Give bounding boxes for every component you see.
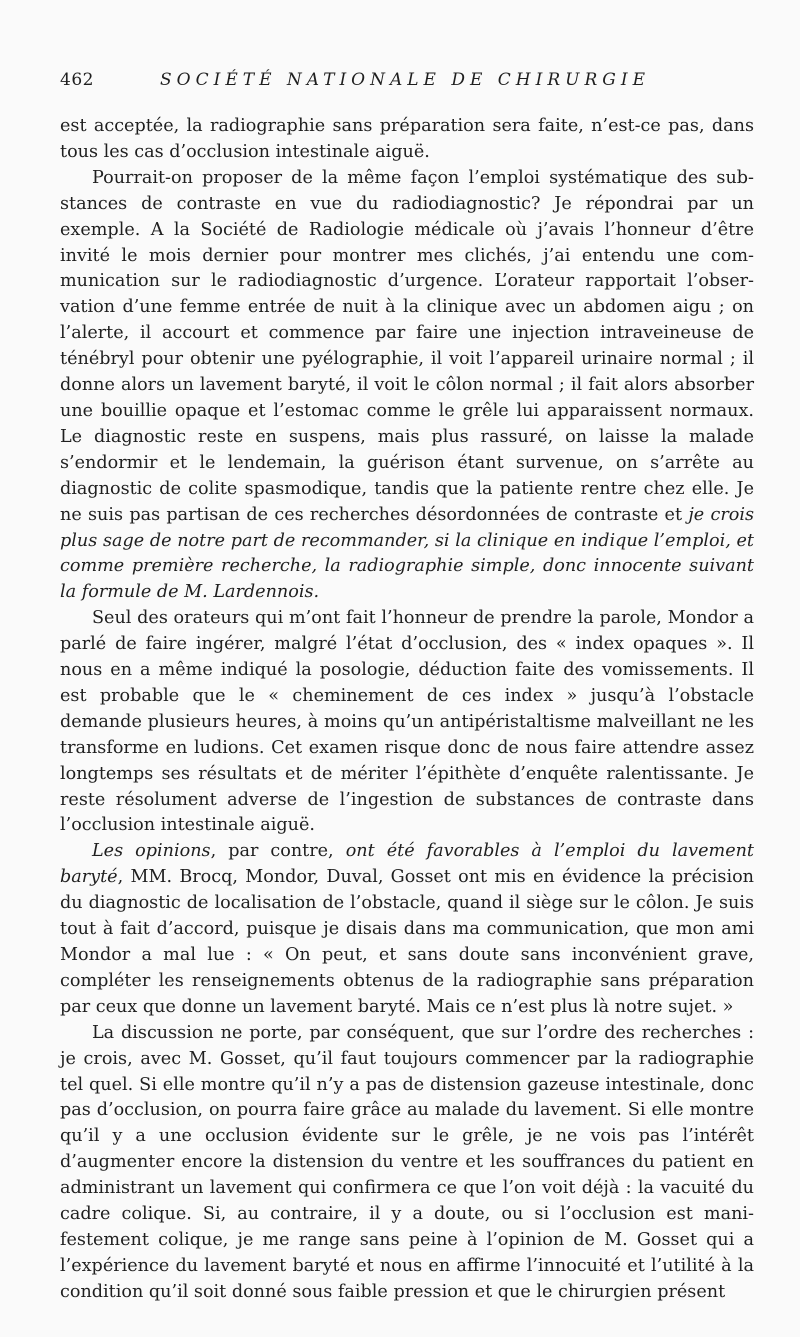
paragraph-4-text-d: , MM. Brocq, Mondor, Duval, Gosset ont mis en évidence la précision du diagnostic de localisation de l’obstacle, quand il siège sur le côlon. Je suis tout à fait d’accord, puisque je disais dans ma communication, que mon ami Mondor a mal lue : « On peut, et sans doute sans inconvénient grave, compléter les renseignements obtenus de la radiographie sans préparation par ceux que donne un lavement baryté. Mais ce n’est plus là notre sujet. » [60, 867, 754, 1017]
paragraph-2 [60, 166, 754, 606]
paragraph-4-italic-c: ont été favorables à l’emploi du lavement baryté [60, 841, 755, 888]
paragraph-2-text: Pourrait-on proposer de la même façon l’emploi systématique des substances de contraste en vue du radiodiagnostic? Je répondrai par un exemple. A la Société de Radiologie médicale où j’avais l’honneur d’être invité le mois dernier pour montrer mes clichés, j’ai entendu une communication sur le radiodiagnostic d’urgence. L’orateur rapportait l’observation d’une femme entrée de nuit à la clinique avec un abdomen aigu ; on l’alerte, il accourt et commence par faire une injection intraveineuse de ténébryl pour obtenir une pyélographie, il voit l’appareil urinaire normal ; il donne alors un lavement baryté, il voit le côlon normal ; il fait alors absorber une bouillie opaque et l’estomac comme le grêle lui apparaissent normaux. Le diagnostic reste en suspens, mais plus rassuré, on laisse la malade s’endormir et le lendemain, la guérison étant survenue, on s’arrête au diagnostic de colite spasmodique, tandis que la patiente rentre chez elle. Je ne suis pas partisan de ces recherches désordonnées de contraste et [60, 167, 754, 525]
paragraph-3: Seul des orateurs qui m’ont fait l’honneur de prendre la parole, Mondor a parlé de faire ingérer, malgré l’état d’occlusion, des « index opaques ». Il nous en a même indiqué la posologie, déduction faite des vomissements. Il est probable que le « cheminement de ces index » jusqu’à l’obstacle demande plusieurs heures, à moins qu’un antipéristaltisme malveillant ne les transforme en ludions. Cet examen risque donc de nous faire attendre assez longtemps ses résultats et de mériter l’épithète d’enquête ralentissante. Je reste résolument adverse de l’ingestion de substances de contraste dans l’occlusion intestinale aiguë. [60, 608, 754, 836]
paragraph-4-text-b: , par contre, [210, 841, 346, 862]
body-text [60, 114, 754, 1306]
paragraph-4 [60, 839, 754, 1020]
paragraph-2-italic: je crois plus sage de notre part de recommander, si la clinique en indique l’emploi, et comme première recherche, la radiographie simple, donc innocente suivant la formule de M. Lardennois. [60, 504, 754, 603]
page-header [60, 70, 750, 100]
paragraph-1: est acceptée, la radiographie sans préparation sera faite, n’est-ce pas, dans tous les cas d’occlusion intestinale aiguë. [60, 116, 754, 162]
paragraph-5: La discussion ne porte, par conséquent, que sur l’ordre des recherches : je crois, avec M. Gosset, qu’il faut toujours commencer par la radiographie tel quel. Si elle montre qu’il n’y a pas de distension gazeuse intestinale, donc pas d’occlusion, on pourra faire grâce au malade du lavement. Si elle montre qu’il y a une occlusion évidente sur le grêle, je ne vois pas l’intérêt d’augmenter encore la distension du ventre et les souffrances du patient en administrant un lavement qui confirmera ce que l’on voit déjà : la vacuité du cadre colique. Si, au contraire, il y a doute, ou si l’occlusion est manifestement colique, je me range sans peine à l’opinion de M. Gosset qui a l’expérience du lavement baryté et nous en affirme l’innocuité et l’utilité à la condition qu’il soit donné sous faible pression et que le chirurgien présent [60, 1022, 754, 1302]
page-number: 462 [60, 70, 94, 90]
paragraph-4-italic-a: Les opinions [92, 841, 211, 862]
running-title: SOCIÉTÉ NATIONALE DE CHIRURGIE [160, 70, 650, 90]
